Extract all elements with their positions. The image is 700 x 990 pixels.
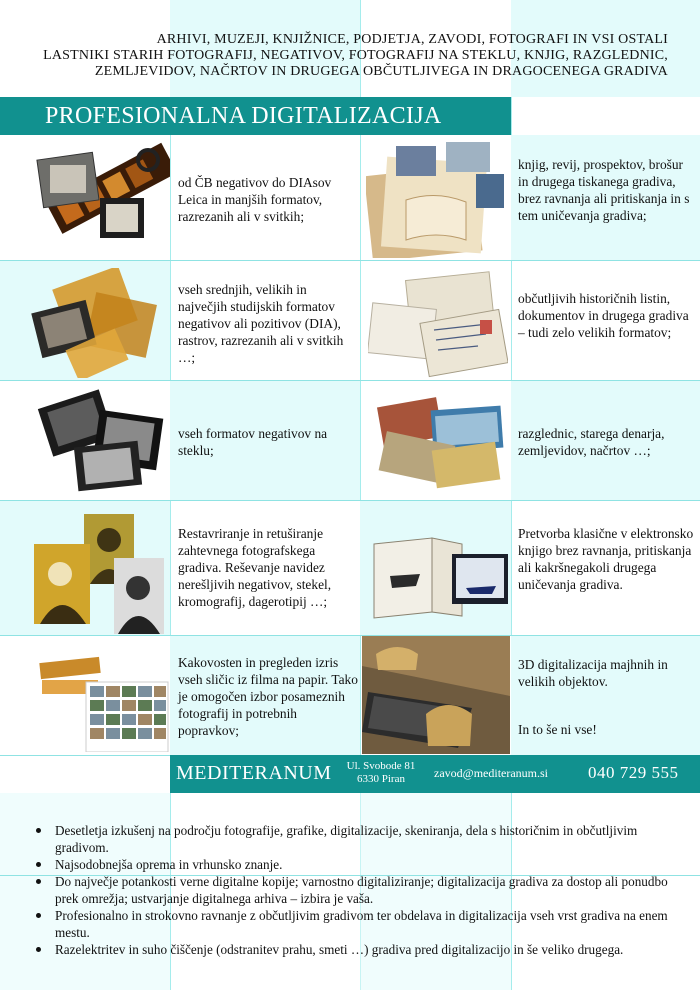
list-item: Najsodobnejša oprema in vrhunsko znanje.: [36, 856, 676, 873]
row-divider: [0, 380, 700, 381]
service-text: 3D digitalizacija majhnih in velikih objektov.: [518, 657, 668, 689]
list-item: Razelektritev in suho čiščenje (odstranitev prahu, smeti …) gradiva pred digitalizacijo in še veliko drugega.: [36, 941, 676, 958]
postcards-money-image: [372, 394, 508, 496]
row-divider: [0, 500, 700, 501]
page-title: PROFESIONALNA DIGITALIZACIJA: [0, 97, 511, 135]
service-text: knjig, revij, prospektov, brošur in drugega tiskanega gradiva, brez ravnanja ali pritiskanja in s tem uničevanja gradiva;: [518, 157, 690, 223]
portrait-restoration-image: [30, 512, 170, 634]
service-text: Pretvorba klasične v elektronsko knjigo brez ravnanja, pritiskanja ali kakršnegakoli drugega uničevanja gradiva.: [518, 526, 694, 592]
street: Ul. Svobode 81: [346, 760, 416, 772]
contact-sheet-image: [36, 652, 170, 752]
service-text: od ČB negativov do DIAsov Leica in manjših formatov, razrezanih ali v svitkih;: [178, 175, 332, 224]
email-link[interactable]: zavod@mediteranum.si: [434, 766, 549, 780]
brand-name: MEDITERANUM: [176, 762, 332, 784]
books-image: [366, 140, 506, 258]
old-letters-image: [368, 270, 508, 378]
film-slides-image: [30, 138, 170, 258]
intro-line: ZEMLJEVIDOV, NAČRTOV IN DRUGEGA OBČUTLJIVEGA IN DRAGOCENEGA GRADIVA: [94, 64, 668, 79]
city: 6330 Piran: [357, 773, 405, 785]
service-text: občutljivih historičnih listin, dokumentov in drugega gradiva – tudi zelo velikih formatov;: [518, 291, 689, 340]
glass-negatives-image: [34, 388, 170, 494]
intro-line: LASTNIKI STARIH FOTOGRAFIJ, NEGATIVOV, FOTOGRAFIJ NA STEKLU, KNJIG, RAZGLEDNIC,: [43, 48, 668, 63]
list-item: Profesionalno in strokovno ravnanje z občutljivim gradivom ter obdelava in digitalizacija vseh vrst gradiva na enem mestu.: [36, 907, 676, 941]
3d-basket-laptop-image: [362, 636, 510, 754]
phone-number[interactable]: 040 729 555: [588, 763, 679, 782]
service-text: razglednic, starega denarja, zemljevidov, načrtov …;: [518, 426, 665, 458]
closing-remark: In to še ni vse!: [518, 722, 597, 737]
ebook-image: [370, 524, 510, 624]
list-item: Do največje potankosti verne digitalne kopije; varnostno digitaliziranje; digitalizacija gradiva za dostop ali ponudbo prek omrežja; ustvarjanje digitalnega arhiva – izbira je vaša.: [36, 873, 676, 907]
list-item: Desetletja izkušenj na področju fotografije, grafike, digitalizacije, skeniranja, dela s historičnim in občutljivim gradivom.: [36, 822, 676, 856]
address: [346, 760, 416, 786]
service-text: vseh formatov negativov na steklu;: [178, 426, 328, 458]
intro-heading: [28, 32, 668, 80]
features-list: [36, 822, 676, 958]
contact-bar: [170, 755, 700, 793]
service-text: vseh srednjih, velikih in največjih studijskih formatov negativov ali pozitivov (DIA), rastrov, razrezanih ali v svitkih …;: [178, 282, 344, 365]
large-negatives-image: [30, 268, 166, 378]
service-text: Restavriranje in retuširanje zahtevnega fotografskega gradiva. Reševanje navidez nerešljivih negativov, stekel, kromografij, dagerotipij …;: [178, 526, 332, 609]
row-divider: [0, 260, 700, 261]
service-text: Kakovosten in pregleden izris vseh sličic iz filma na papir. Tako je omogočen izbor posameznih fotografij in potrebnih popravkov;: [178, 655, 358, 738]
row-divider: [0, 635, 700, 636]
intro-line: ARHIVI, MUZEJI, KNJIŽNICE, PODJETJA, ZAVODI, FOTOGRAFI IN VSI OSTALI: [156, 32, 668, 47]
